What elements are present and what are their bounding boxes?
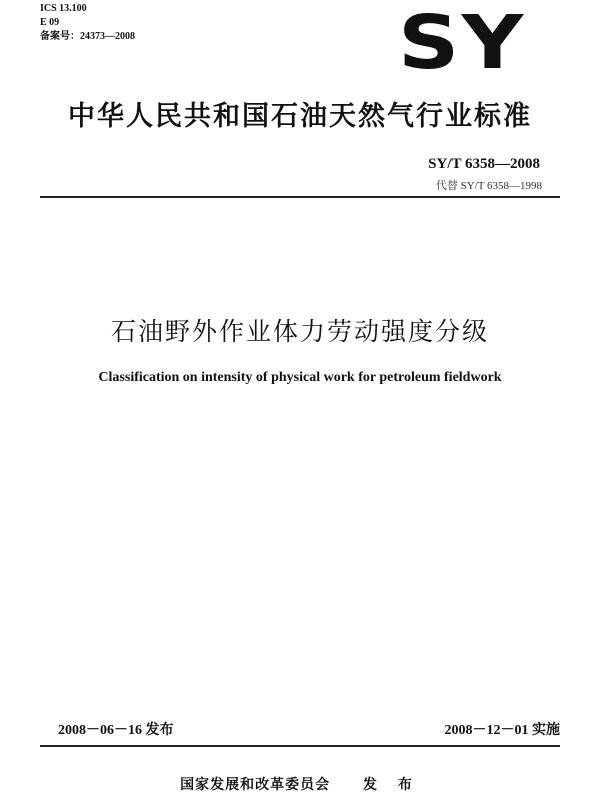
replaces-standard: 代替 SY/T 6358—1998 [435, 180, 542, 192]
standard-number: SY/T 6358—2008 [428, 156, 540, 172]
document-title-english: Classification on intensity of physical work for petroleum fieldwork [98, 370, 502, 385]
classification-block [40, 2, 135, 44]
ics-code: ICS 13.100 [40, 3, 87, 14]
publisher-line [0, 774, 600, 794]
record-number: 备案号：24373—2008 [40, 31, 135, 42]
header-divider [40, 196, 560, 198]
sy-logo: SY [398, 0, 526, 86]
implementation-date: 2008－12－01 实施 [444, 723, 560, 738]
authority-title: 中华人民共和国石油天然气行业标准 [68, 101, 532, 132]
issue-date: 2008－06－16 发布 [58, 723, 174, 738]
publisher-organization: 国家发展和改革委员会 [180, 777, 331, 793]
footer-divider [40, 745, 560, 747]
category-code: E 09 [40, 17, 60, 28]
publisher-action: 发 布 [363, 777, 420, 793]
document-title-chinese: 石油野外作业体力劳动强度分级 [110, 317, 489, 346]
